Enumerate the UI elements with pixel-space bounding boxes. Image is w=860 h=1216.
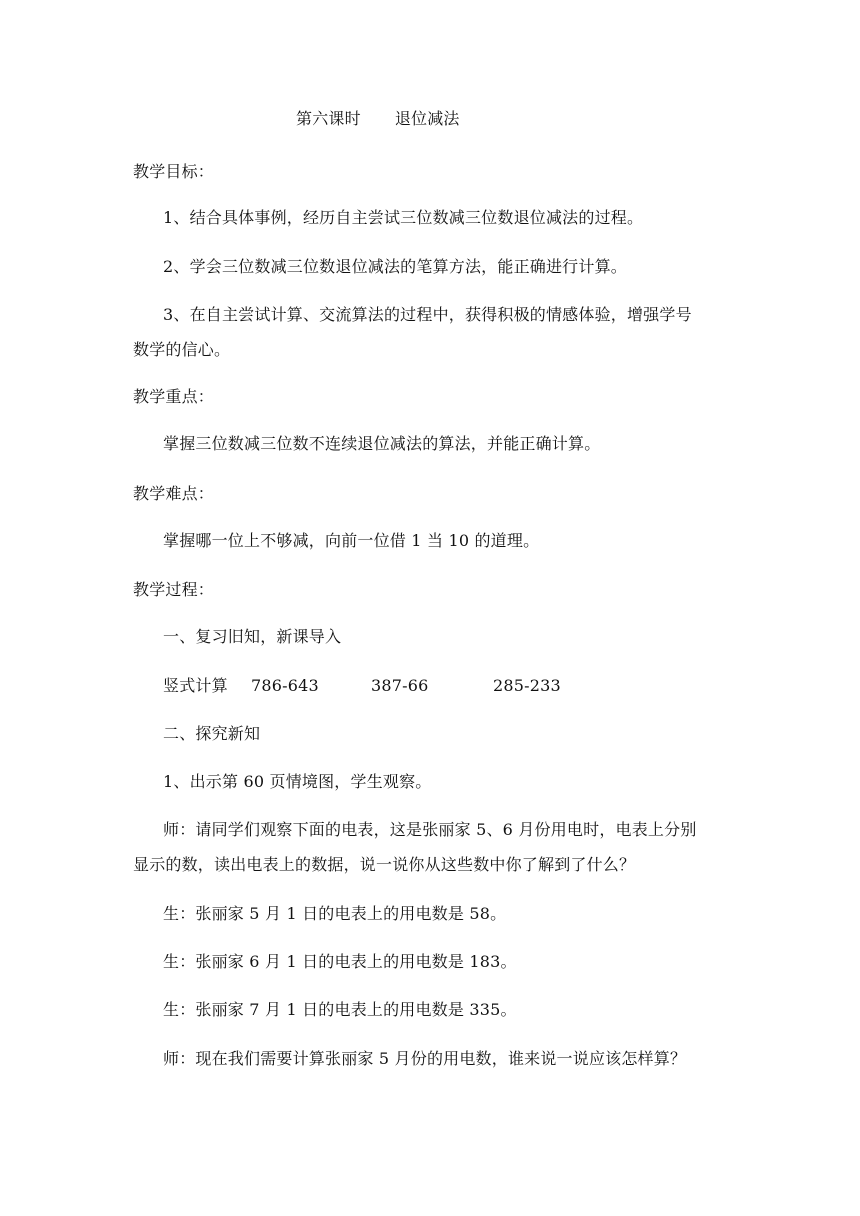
- teacher-remark-1-line-1: 师：请同学们观察下面的电表，这是张丽家 5、6 月份用电时，电表上分别: [163, 820, 697, 839]
- student-answer-2: 生：张丽家 6 月 1 日的电表上的用电数是 183。: [163, 952, 517, 971]
- calc-label: 竖式计算: [163, 676, 228, 695]
- calc-expression-1: 786-643: [251, 676, 319, 695]
- key-points-text: 掌握三位数减三位数不连续退位减法的算法，并能正确计算。: [163, 434, 601, 453]
- teacher-remark-1-line-2: 显示的数，读出电表上的数据，说一说你从这些数中你了解到了什么？: [133, 855, 636, 874]
- objectives-heading: 教学目标：: [133, 162, 215, 181]
- process-heading: 教学过程：: [133, 580, 215, 599]
- student-answer-3: 生：张丽家 7 月 1 日的电表上的用电数是 335。: [163, 1000, 517, 1019]
- lesson-title-number: 第六课时: [296, 109, 361, 128]
- objective-2: 2、学会三位数减三位数退位减法的笔算方法，能正确进行计算。: [163, 257, 627, 276]
- section-2-heading: 二、探究新知: [163, 724, 261, 743]
- vertical-calculation-row: [163, 676, 561, 696]
- step-1: 1、出示第 60 页情境图，学生观察。: [163, 772, 432, 791]
- student-answer-1: 生：张丽家 5 月 1 日的电表上的用电数是 58。: [163, 904, 507, 923]
- objective-1: 1、结合具体事例，经历自主尝试三位数减三位数退位减法的过程。: [163, 208, 644, 227]
- difficulty-text: 掌握哪一位上不够减，向前一位借 1 当 10 的道理。: [163, 531, 540, 550]
- difficulty-heading: 教学难点：: [133, 484, 215, 503]
- calc-expression-2: 387-66: [371, 676, 429, 695]
- objective-3-line-2: 数学的信心。: [133, 340, 231, 359]
- lesson-title-topic: 退位减法: [394, 109, 460, 128]
- lesson-title: [296, 109, 460, 129]
- calc-expression-3: 285-233: [493, 676, 561, 695]
- section-1-heading: 一、复习旧知，新课导入: [163, 627, 342, 646]
- objective-3-line-1: 3、在自主尝试计算、交流算法的过程中，获得积极的情感体验，增强学号: [163, 305, 692, 324]
- key-points-heading: 教学重点：: [133, 387, 215, 406]
- teacher-remark-2: 师：现在我们需要计算张丽家 5 月份的用电数，谁来说一说应该怎样算？: [163, 1049, 687, 1068]
